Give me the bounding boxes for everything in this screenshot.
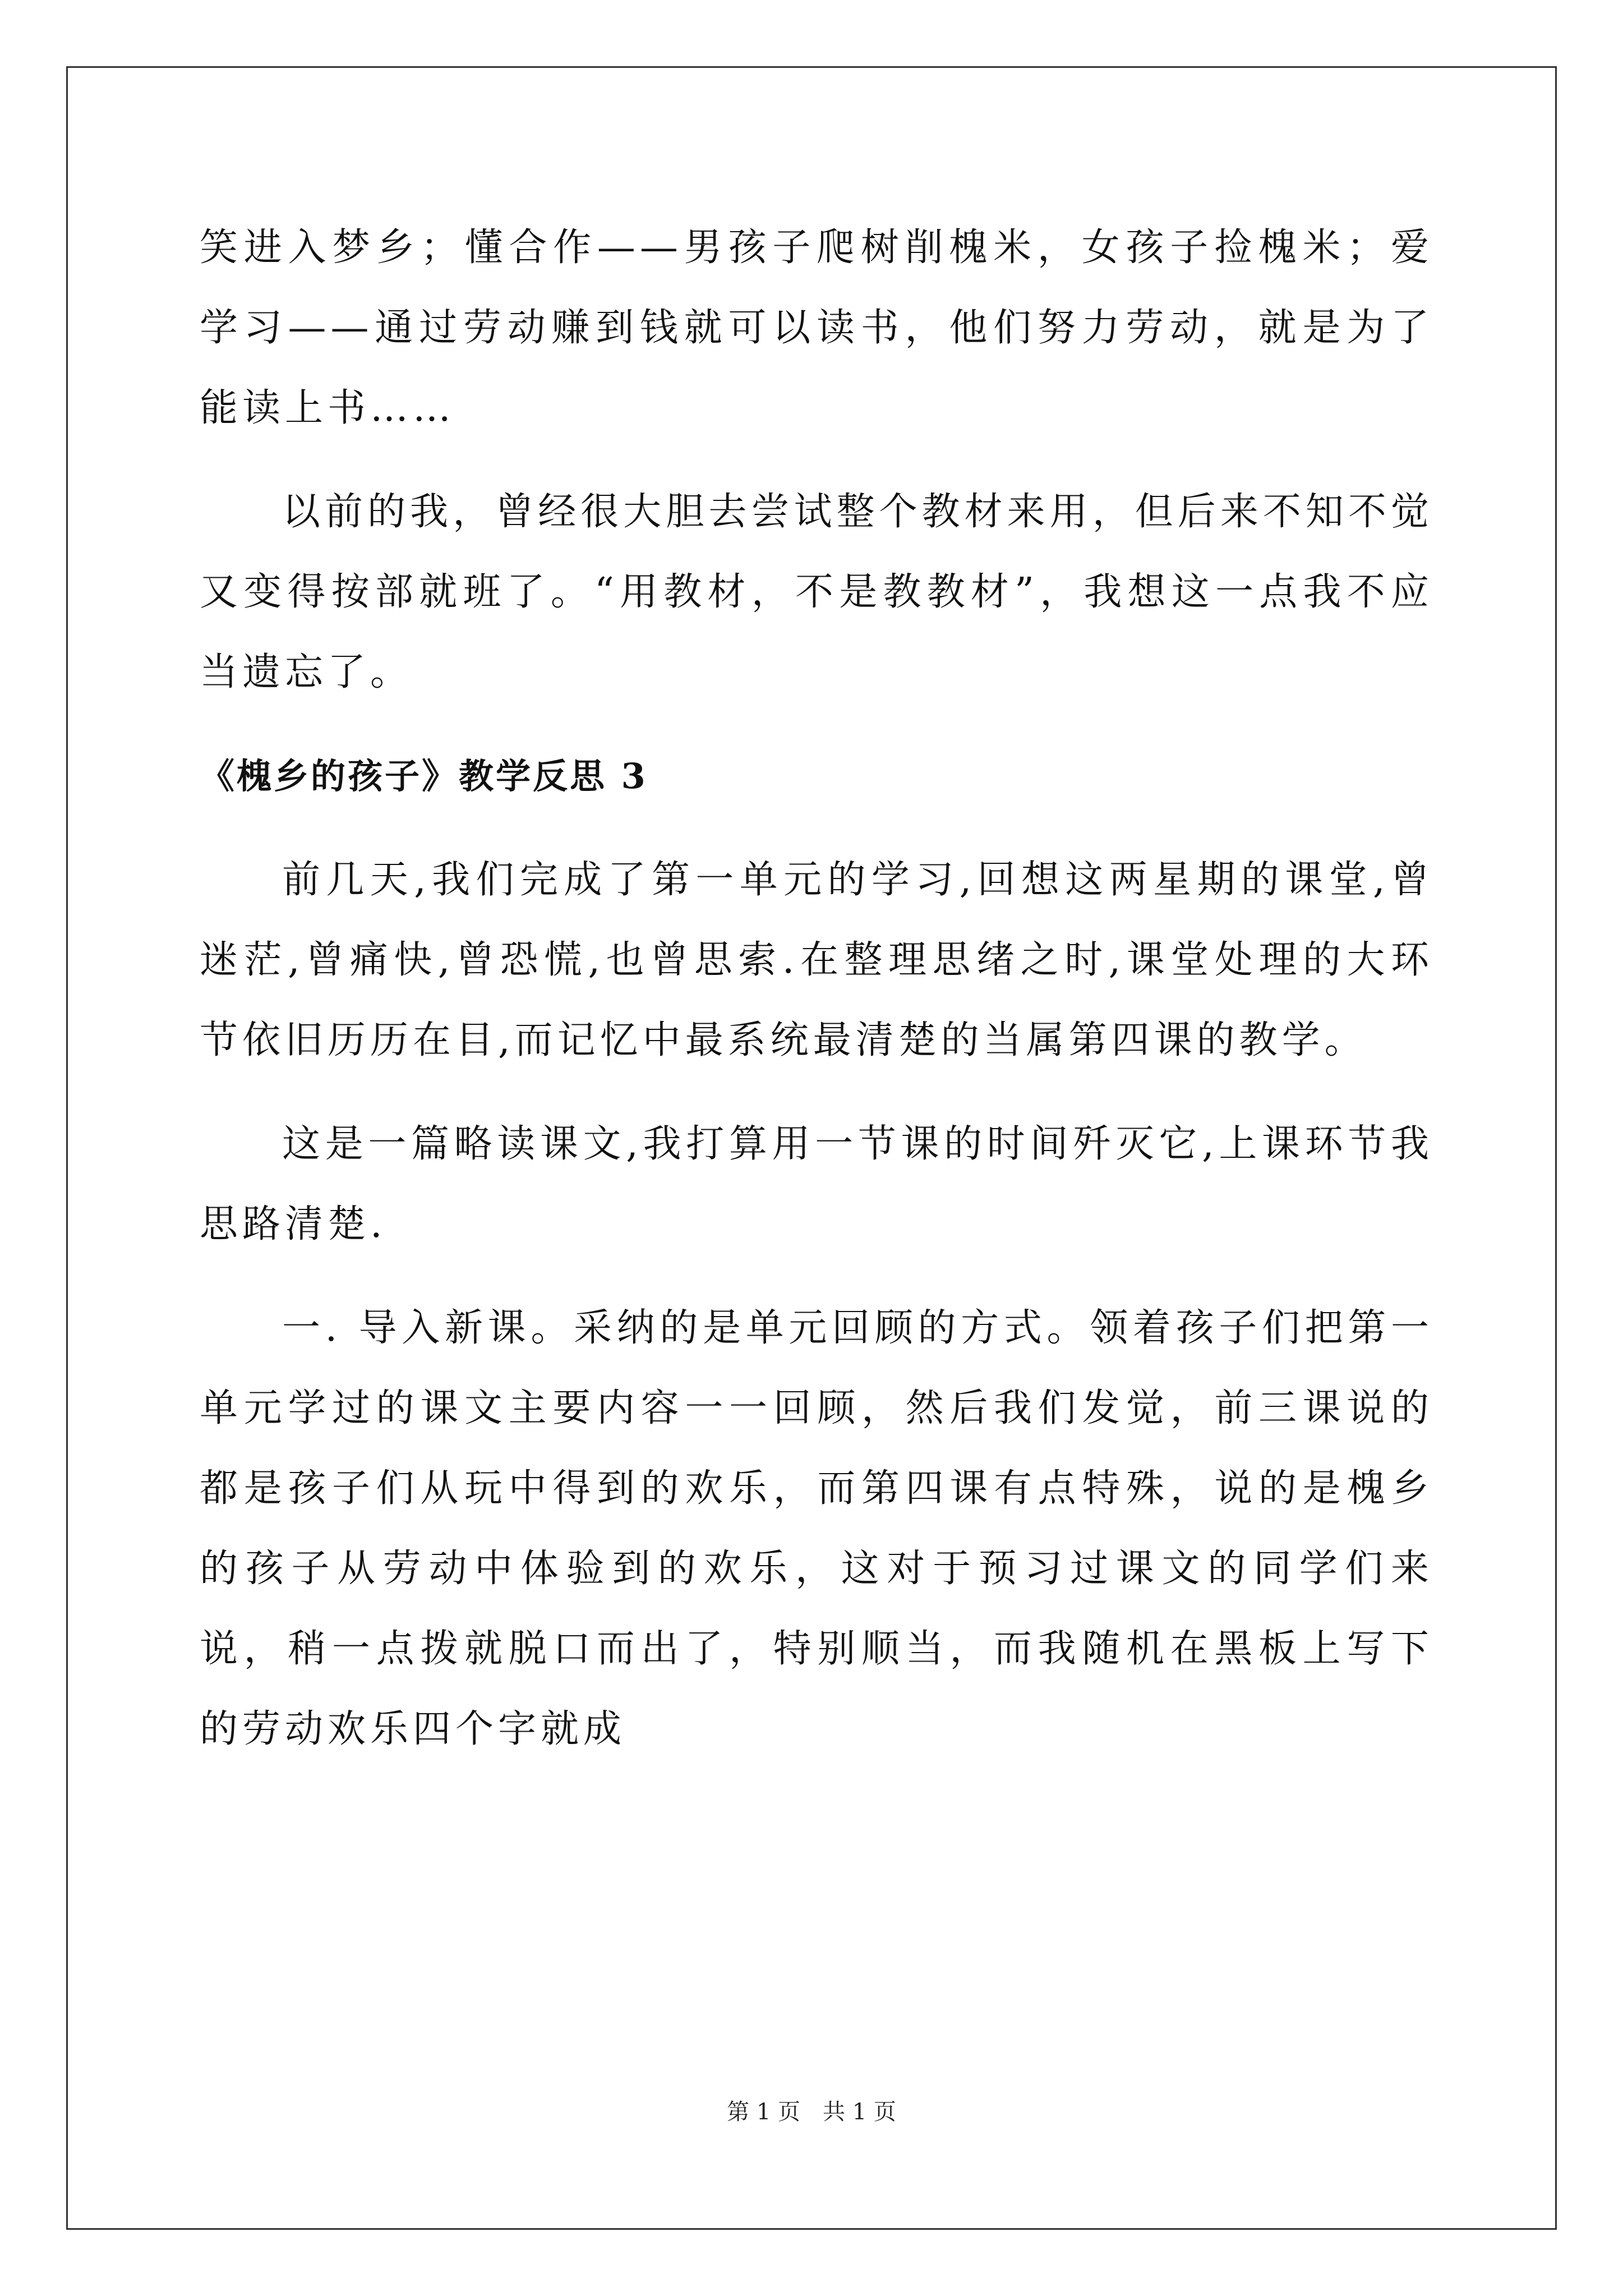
paragraph-intro: 前几天,我们完成了第一单元的学习,回想这两星期的课堂,曾迷茫,曾痛快,曾恐慌,也曾思索.在整理思绪之时,课堂处理的大环节依旧历历在目,而记忆中最系统最清楚的当属第四课的教学。 [200,858,1433,1062]
document-body [200,208,1433,1769]
paragraph-continuation: 笑进入梦乡；懂合作——男孩子爬树削槐米，女孩子捡槐米；爱学习——通过劳动赚到钱就可以读书，他们努力劳动，就是为了能读上书…… [200,226,1433,430]
page-footer: 第 1 页 共 1 页 [727,2099,896,2125]
paragraph-step-one: 一. 导入新课。采纳的是单元回顾的方式。领着孩子们把第一单元学过的课文主要内容一一回顾，然后我们发觉，前三课说的都是孩子们从玩中得到的欢乐，而第四课有点特殊，说的是槐乡的孩子从劳动中体验到的欢乐，这对于预习过课文的同学们来说，稍一点拨就脱口而出了，特别顺当，而我随机在黑板上写下的劳动欢乐四个字就成 [200,1306,1433,1751]
section-heading: 《槐乡的孩子》教学反思 3 [200,756,648,797]
paragraph-plan: 这是一篇略读课文,我打算用一节课的时间歼灭它,上课环节我思路清楚. [200,1122,1433,1246]
paragraph-reflection: 以前的我，曾经很大胆去尝试整个教材来用，但后来不知不觉又变得按部就班了。“用教材，不是教教材”，我想这一点我不应当遗忘了。 [200,490,1433,694]
